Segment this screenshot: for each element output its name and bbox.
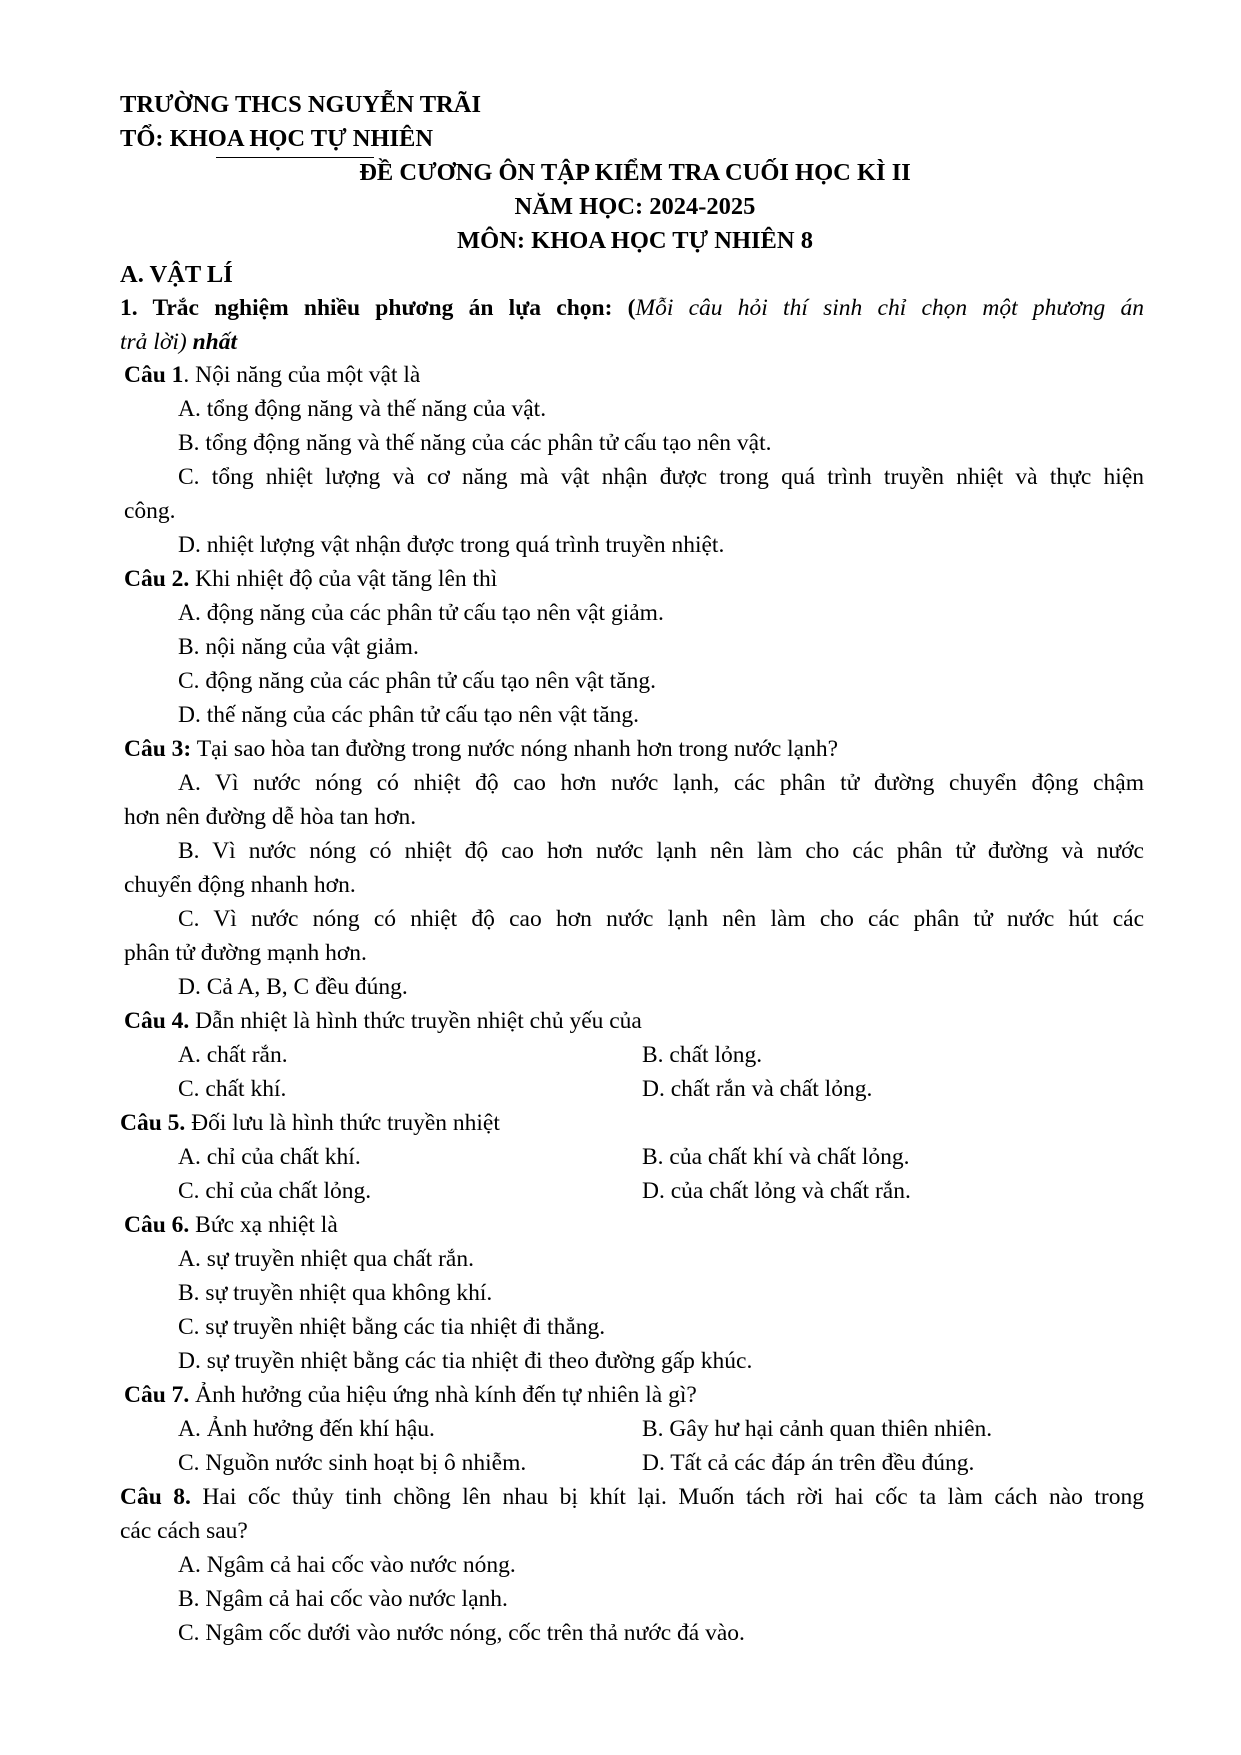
option-a: A. Vì nước nóng có nhiệt độ cao hơn nước lạnh, các phân tử đường chuyển động chậm <box>178 770 1144 796</box>
question-number: Câu 1 <box>124 362 184 388</box>
option-b: B. của chất khí và chất lỏng. <box>642 1144 910 1170</box>
question-2-stem <box>124 562 497 596</box>
question-number: Câu 3: <box>124 736 192 762</box>
section-title: A. VẬT LÍ <box>120 261 233 288</box>
option-d: D. thế năng của các phân tử cấu tạo nên vật tăng. <box>178 702 640 728</box>
option-a: A. chất rắn. <box>178 1042 288 1068</box>
question-text: Khi nhiệt độ của vật tăng lên thì <box>189 566 498 592</box>
question-1-stem <box>124 358 420 392</box>
option-c: C. Nguồn nước sinh hoạt bị ô nhiễm. <box>178 1450 527 1476</box>
part-label: 1. Trắc nghiệm nhiều phương án lựa chọn: ( <box>120 295 636 321</box>
option-a: A. chỉ của chất khí. <box>178 1144 361 1170</box>
question-text: Bức xạ nhiệt là <box>189 1212 338 1238</box>
option-c: C. Ngâm cốc dưới vào nước nóng, cốc trên thả nước đá vào. <box>178 1620 745 1646</box>
school-year: NĂM HỌC: 2024-2025 <box>514 193 756 220</box>
question-number: Câu 5. <box>120 1110 186 1136</box>
option-a: A. sự truyền nhiệt qua chất rắn. <box>178 1246 474 1272</box>
option-d: D. của chất lỏng và chất rắn. <box>642 1178 911 1204</box>
question-text: Hai cốc thủy tinh chồng lên nhau bị khít lại. Muốn tách rời hai cốc ta làm cách nào trong <box>190 1484 1144 1510</box>
option-c: C. động năng của các phân tử cấu tạo nên vật tăng. <box>178 668 656 694</box>
subject-name: MÔN: KHOA HỌC TỰ NHIÊN 8 <box>457 227 813 254</box>
option-c-cont: phân tử đường mạnh hơn. <box>124 940 367 966</box>
option-b: B. tổng động năng và thế năng của các phân tử cấu tạo nên vật. <box>178 430 772 456</box>
option-d: D. sự truyền nhiệt bằng các tia nhiệt đi theo đường gấp khúc. <box>178 1348 753 1374</box>
option-c: C. tổng nhiệt lượng và cơ năng mà vật nhận được trong quá trình truyền nhiệt và thực hiện <box>178 464 1144 490</box>
question-text: Ảnh hưởng của hiệu ứng nhà kính đến tự nhiên là gì? <box>189 1382 697 1408</box>
option-d: D. chất rắn và chất lỏng. <box>642 1076 873 1102</box>
option-a: A. động năng của các phân tử cấu tạo nên vật giảm. <box>178 600 664 626</box>
option-a: A. tổng động năng và thế năng của vật. <box>178 396 547 422</box>
option-c: C. sự truyền nhiệt bằng các tia nhiệt đi thẳng. <box>178 1314 606 1340</box>
option-a: A. Ngâm cả hai cốc vào nước nóng. <box>178 1552 516 1578</box>
school-name: TRƯỜNG THCS NGUYỄN TRÃI <box>120 91 481 118</box>
option-a-cont: hơn nên đường dễ hòa tan hơn. <box>124 804 417 830</box>
option-a: A. Ảnh hưởng đến khí hậu. <box>178 1416 435 1442</box>
option-d: D. Tất cả các đáp án trên đều đúng. <box>642 1450 975 1476</box>
question-8-stem-cont: các cách sau? <box>120 1518 248 1544</box>
option-b: B. Vì nước nóng có nhiệt độ cao hơn nước lạnh nên làm cho các phân tử đường và nước <box>178 838 1144 864</box>
part-heading-cont <box>120 325 237 359</box>
question-text: Tại sao hòa tan đường trong nước nóng nhanh hơn trong nước lạnh? <box>191 736 839 762</box>
question-4-stem <box>124 1004 642 1038</box>
option-b: B. sự truyền nhiệt qua không khí. <box>178 1280 493 1306</box>
option-d: D. nhiệt lượng vật nhận được trong quá trình truyền nhiệt. <box>178 532 725 558</box>
part-note-cont: trả lời) <box>120 329 187 355</box>
option-c: C. chất khí. <box>178 1076 287 1102</box>
option-c: C. chỉ của chất lỏng. <box>178 1178 372 1204</box>
question-number: Câu 2. <box>124 566 190 592</box>
question-number: Câu 6. <box>124 1212 190 1238</box>
question-number: Câu 7. <box>124 1382 190 1408</box>
option-b: B. Ngâm cả hai cốc vào nước lạnh. <box>178 1586 508 1612</box>
question-7-stem <box>124 1378 697 1412</box>
question-3-stem <box>124 732 838 766</box>
department-name: TỔ: KHOA HỌC TỰ NHIÊN <box>120 125 434 152</box>
option-b-cont: chuyển động nhanh hơn. <box>124 872 356 898</box>
question-6-stem <box>124 1208 338 1242</box>
option-d: D. Cả A, B, C đều đúng. <box>178 974 408 1000</box>
question-8-stem <box>120 1480 1144 1514</box>
option-b: B. Gây hư hại cảnh quan thiên nhiên. <box>642 1416 993 1442</box>
question-5-stem <box>120 1106 500 1140</box>
part-heading <box>120 291 1144 325</box>
option-b: B. nội năng của vật giảm. <box>178 634 419 660</box>
part-note: Mỗi câu hỏi thí sinh chỉ chọn một phương án <box>635 295 1144 321</box>
question-number: Câu 8. <box>120 1484 191 1510</box>
question-text: Dẫn nhiệt là hình thức truyền nhiệt chủ yếu của <box>189 1008 642 1034</box>
option-c: C. Vì nước nóng có nhiệt độ cao hơn nước lạnh nên làm cho các phân tử nước hút các <box>178 906 1144 932</box>
option-b: B. chất lỏng. <box>642 1042 763 1068</box>
question-number: Câu 4. <box>124 1008 190 1034</box>
option-c-cont: công. <box>124 498 176 524</box>
part-note-bold: nhất <box>192 329 238 355</box>
document-title: ĐỀ CƯƠNG ÔN TẬP KIỂM TRA CUỐI HỌC KÌ II <box>359 159 911 186</box>
question-text: . Nội năng của một vật là <box>183 362 421 388</box>
question-text: Đối lưu là hình thức truyền nhiệt <box>185 1110 500 1136</box>
